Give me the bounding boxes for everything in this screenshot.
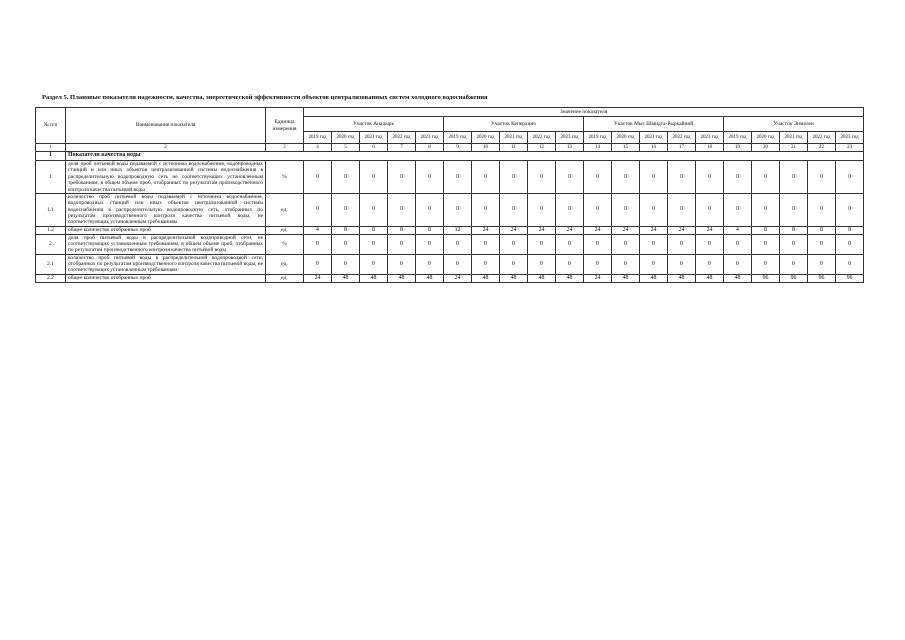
row-value: 0 <box>696 161 724 194</box>
row-value: 4 <box>724 226 752 234</box>
row-value: 48 <box>332 274 360 282</box>
year-header: 2021 год <box>780 132 808 144</box>
row-value: 0 <box>388 254 416 274</box>
header-name: Наименование показателя <box>66 108 266 144</box>
row-value: 0 <box>780 161 808 194</box>
column-number: 17 <box>668 144 696 152</box>
header-unit: Единица измерения <box>266 108 304 144</box>
row-value: 0 <box>640 234 668 254</box>
row-value: 0 <box>556 161 584 194</box>
indicators-table <box>35 107 864 283</box>
row-value: 0 <box>332 161 360 194</box>
row-value: 4 <box>304 226 332 234</box>
row-value: 24 <box>444 274 472 282</box>
row-value: 0 <box>388 234 416 254</box>
row-value: 0 <box>388 161 416 194</box>
row-value: 0 <box>668 234 696 254</box>
column-number: 3 <box>266 144 304 152</box>
column-number: 8 <box>416 144 444 152</box>
year-header: 2021 год <box>360 132 388 144</box>
year-header: 2020 год <box>752 132 780 144</box>
year-header: 2019 год <box>444 132 472 144</box>
row-value: 0 <box>304 254 332 274</box>
row-value: 0 <box>612 193 640 226</box>
row-value: 0 <box>780 254 808 274</box>
row-unit: ед. <box>266 274 304 282</box>
row-value: 0 <box>612 161 640 194</box>
year-header: 2020 год <box>332 132 360 144</box>
year-header: 2019 год <box>304 132 332 144</box>
row-unit: ед. <box>266 226 304 234</box>
year-header: 2023 год <box>416 132 444 144</box>
column-number: 1 <box>36 144 66 152</box>
row-value: 0 <box>836 254 864 274</box>
section-row <box>36 152 864 161</box>
row-value: 48 <box>724 274 752 282</box>
row-num: 1.1 <box>36 193 66 226</box>
row-value: 0 <box>528 254 556 274</box>
header-site: Участок Анадырь <box>304 117 444 132</box>
row-value: 96 <box>780 274 808 282</box>
row-value: 8 <box>808 226 836 234</box>
year-header: 2022 год <box>808 132 836 144</box>
column-number: 4 <box>304 144 332 152</box>
section-num: 1 <box>36 152 66 161</box>
row-value: 0 <box>528 161 556 194</box>
row-value: 0 <box>640 193 668 226</box>
row-value: 0 <box>444 193 472 226</box>
row-value: 48 <box>668 274 696 282</box>
row-value: 12 <box>444 226 472 234</box>
row-value: 0 <box>472 193 500 226</box>
row-value: 0 <box>724 254 752 274</box>
row-value: 0 <box>556 254 584 274</box>
row-value: 0 <box>724 193 752 226</box>
year-header: 2023 год <box>836 132 864 144</box>
column-number: 18 <box>696 144 724 152</box>
column-number: 15 <box>612 144 640 152</box>
header-site: Участок Мыс Шмидта-Рыркайпий <box>584 117 724 132</box>
row-value: 0 <box>696 254 724 274</box>
row-value: 0 <box>472 254 500 274</box>
row-value: 0 <box>444 161 472 194</box>
row-value: 0 <box>780 193 808 226</box>
table-row <box>36 161 864 194</box>
row-value: 0 <box>332 254 360 274</box>
column-number: 7 <box>388 144 416 152</box>
column-number-row <box>36 144 864 152</box>
column-number: 12 <box>528 144 556 152</box>
year-header: 2023 год <box>556 132 584 144</box>
row-value: 0 <box>332 193 360 226</box>
row-value: 0 <box>808 161 836 194</box>
row-num: 2.1 <box>36 254 66 274</box>
row-value: 24 <box>640 226 668 234</box>
row-value: 0 <box>584 254 612 274</box>
row-value: 0 <box>472 234 500 254</box>
row-value: 0 <box>528 234 556 254</box>
row-value: 0 <box>696 193 724 226</box>
row-value: 48 <box>416 274 444 282</box>
row-value: 0 <box>360 161 388 194</box>
row-name: общее количество отобранных проб <box>66 274 266 282</box>
row-value: 0 <box>500 234 528 254</box>
row-value: 48 <box>640 274 668 282</box>
row-value: 0 <box>416 254 444 274</box>
row-value: 0 <box>360 193 388 226</box>
row-value: 24 <box>556 226 584 234</box>
row-value: 0 <box>416 193 444 226</box>
row-value: 24 <box>500 226 528 234</box>
column-number: 2 <box>66 144 266 152</box>
year-header: 2022 год <box>388 132 416 144</box>
row-value: 48 <box>472 274 500 282</box>
row-value: 8 <box>332 226 360 234</box>
row-value: 24 <box>612 226 640 234</box>
row-value: 0 <box>724 161 752 194</box>
row-value: 0 <box>836 161 864 194</box>
row-value: 0 <box>724 234 752 254</box>
row-value: 0 <box>416 161 444 194</box>
row-value: 0 <box>360 254 388 274</box>
row-value: 48 <box>556 274 584 282</box>
row-value: 0 <box>388 193 416 226</box>
table-row <box>36 274 864 282</box>
row-value: 48 <box>528 274 556 282</box>
row-value: 0 <box>556 234 584 254</box>
row-value: 0 <box>304 161 332 194</box>
row-value: 8 <box>780 226 808 234</box>
row-value: 24 <box>668 226 696 234</box>
table-row <box>36 193 864 226</box>
column-number: 16 <box>640 144 668 152</box>
header-num: № п/п <box>36 108 66 144</box>
column-number: 22 <box>808 144 836 152</box>
row-name: количество проб питьевой воды подаваемой с источника водоснабжения, водопроводных станций или иных объектов централизованной системы водоснабжения в распределительную водопроводную сеть, отобранных по результатам производственного контроля качества питьевой воды, не соответствующих установленным требованиям <box>66 193 266 226</box>
table-row <box>36 226 864 234</box>
row-value: 0 <box>304 193 332 226</box>
row-value: 0 <box>584 193 612 226</box>
row-value: 24 <box>696 226 724 234</box>
row-value: 0 <box>444 254 472 274</box>
row-value: 24 <box>528 226 556 234</box>
year-header: 2022 год <box>668 132 696 144</box>
row-value: 0 <box>500 161 528 194</box>
row-value: 0 <box>752 234 780 254</box>
row-value: 24 <box>472 226 500 234</box>
row-value: 48 <box>360 274 388 282</box>
year-header: 2020 год <box>612 132 640 144</box>
table-row <box>36 234 864 254</box>
row-value: 0 <box>528 193 556 226</box>
row-value: 0 <box>752 161 780 194</box>
column-number: 14 <box>584 144 612 152</box>
column-number: 23 <box>836 144 864 152</box>
row-name: количество проб питьевой воды в распределительной водопроводной сети, отобранных по результатам производственного контроля качества питьевой воды, не соответствующих установленным требованиям <box>66 254 266 274</box>
row-value: 0 <box>808 193 836 226</box>
column-number: 10 <box>472 144 500 152</box>
row-num: 1.2 <box>36 226 66 234</box>
row-value: 0 <box>808 234 836 254</box>
row-value: 0 <box>640 254 668 274</box>
row-value: 0 <box>640 161 668 194</box>
row-value: 48 <box>388 274 416 282</box>
row-value: 0 <box>360 234 388 254</box>
table-row <box>36 254 864 274</box>
row-value: 0 <box>752 254 780 274</box>
row-value: 0 <box>808 254 836 274</box>
row-value: 24 <box>304 274 332 282</box>
row-value: 24 <box>584 226 612 234</box>
column-number: 5 <box>332 144 360 152</box>
row-value: 96 <box>808 274 836 282</box>
row-value: 0 <box>584 234 612 254</box>
row-value: 0 <box>836 234 864 254</box>
row-value: 0 <box>780 234 808 254</box>
row-unit: % <box>266 161 304 194</box>
row-value: 8 <box>416 226 444 234</box>
row-value: 0 <box>668 193 696 226</box>
header-site: Участок Энмелен <box>724 117 864 132</box>
row-value: 0 <box>668 161 696 194</box>
column-number: 20 <box>752 144 780 152</box>
header-site: Участок Кеперхино <box>444 117 584 132</box>
row-value: 48 <box>612 274 640 282</box>
row-unit: % <box>266 234 304 254</box>
row-name: общее количество отобранных проб <box>66 226 266 234</box>
row-value: 48 <box>696 274 724 282</box>
row-unit: ед. <box>266 193 304 226</box>
year-header: 2022 год <box>528 132 556 144</box>
column-number: 11 <box>500 144 528 152</box>
row-value: 96 <box>836 274 864 282</box>
row-value: 0 <box>500 254 528 274</box>
row-value: 0 <box>556 193 584 226</box>
year-header: 2023 год <box>696 132 724 144</box>
row-value: 0 <box>332 234 360 254</box>
row-value: 0 <box>444 234 472 254</box>
row-value: 8 <box>360 226 388 234</box>
row-value: 0 <box>500 193 528 226</box>
column-number: 13 <box>556 144 584 152</box>
column-number: 6 <box>360 144 388 152</box>
row-value: 0 <box>416 234 444 254</box>
row-value: 0 <box>472 161 500 194</box>
column-number: 9 <box>444 144 472 152</box>
row-value: 0 <box>304 234 332 254</box>
row-value: 8 <box>836 226 864 234</box>
row-value: 24 <box>584 274 612 282</box>
year-header: 2020 год <box>472 132 500 144</box>
row-num: 2 <box>36 234 66 254</box>
column-number: 19 <box>724 144 752 152</box>
row-value: 0 <box>752 193 780 226</box>
row-num: 1 <box>36 161 66 194</box>
row-value: 0 <box>612 254 640 274</box>
year-header: 2021 год <box>500 132 528 144</box>
row-name: доля проб питьевой воды подаваемой с источника водоснабжения, водопроводных станций и или иных объектов централизованной системы водоснабжения в распределительную водопроводную сеть не соответствующих установленным требованиям, в общем объеме проб, отобранных по результатам производственного контроля качества питьевой воды <box>66 161 266 194</box>
row-value: 8 <box>388 226 416 234</box>
year-header: 2019 год <box>724 132 752 144</box>
header-values: Значение показателя <box>304 108 864 117</box>
row-value: 0 <box>836 193 864 226</box>
row-name: доля проб питьевой воды в распределительной водопроводной сети, не соответствующих установленным требованиям, в общем объеме проб, отобранных по результатам производственного контроля качества питьевой воды <box>66 234 266 254</box>
year-header: 2021 год <box>640 132 668 144</box>
section-name: Показатели качества воды <box>66 152 864 161</box>
year-header: 2019 год <box>584 132 612 144</box>
row-value: 8 <box>752 226 780 234</box>
column-number: 21 <box>780 144 808 152</box>
section-title: Раздел 5. Плановые показатели надежности, качества, энергетической эффективности объектов централизованных систем холодного водоснабжения <box>42 94 488 101</box>
row-value: 0 <box>696 234 724 254</box>
row-value: 0 <box>668 254 696 274</box>
row-value: 0 <box>612 234 640 254</box>
row-value: 96 <box>752 274 780 282</box>
row-value: 0 <box>584 161 612 194</box>
row-num: 2.2 <box>36 274 66 282</box>
row-value: 48 <box>500 274 528 282</box>
row-unit: ед. <box>266 254 304 274</box>
